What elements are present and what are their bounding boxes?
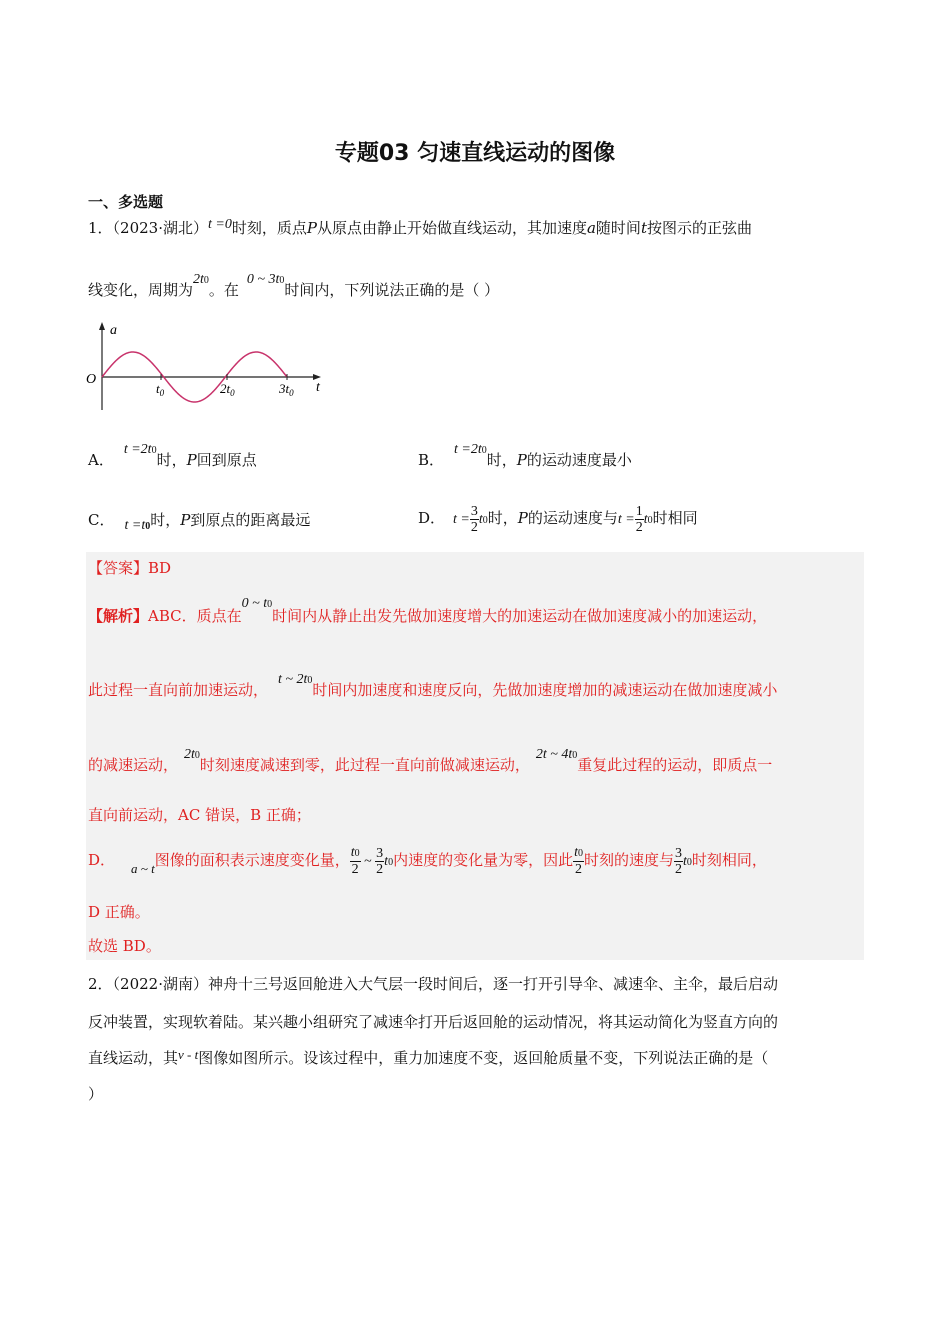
math-sub: 0: [151, 445, 157, 456]
frac-num: [350, 845, 361, 862]
frac-den: 2: [674, 861, 682, 877]
option-b[interactable]: [418, 442, 632, 473]
q1-period: [193, 272, 209, 287]
q1-number: 1．: [88, 219, 113, 237]
analysis-text: 时刻相同，: [691, 851, 767, 869]
frac-den: 2: [635, 519, 643, 535]
option-text: 时，: [150, 511, 181, 529]
frac-num: 3: [674, 845, 682, 861]
analysis-text: 时间内加速度和速度反向，先做加速度增加的减速运动在做加速度减小: [312, 681, 778, 699]
frac-num: 3: [376, 845, 384, 861]
math-text: t =2t: [454, 442, 482, 457]
math-sub: 0: [482, 515, 488, 526]
analysis-text: 时刻的速度与: [583, 851, 674, 869]
option-text: 的运动速度与: [527, 509, 618, 527]
option-text: 时，: [486, 451, 517, 469]
analysis-label: 【解析】: [88, 607, 149, 625]
q1-text: 按图示的正弦曲: [646, 219, 752, 237]
q2-text: 神舟十三号返回舱进入大气层一段时间后，逐一打开引导伞、减速伞、主伞，最后启动: [208, 975, 779, 993]
math-sub: 0: [572, 750, 578, 761]
analysis-line6: D 正确。: [88, 903, 150, 921]
analysis-range-1: [242, 596, 272, 611]
math-sub: 0: [203, 275, 209, 286]
option-d-math: t =: [453, 512, 470, 527]
option-label: B．: [418, 451, 445, 469]
frac-den: 2: [470, 519, 478, 535]
origin-label: O: [86, 372, 97, 387]
analysis-range-3: [536, 747, 577, 762]
option-d-math2: t =: [617, 512, 635, 527]
tick-text: 2t: [220, 381, 231, 396]
tick-label-2t0: [220, 381, 235, 398]
tick-text: 3t: [279, 381, 290, 396]
fraction-3-2b: [375, 846, 384, 877]
tick-sub: 0: [159, 388, 165, 398]
q1-math-t0: t =0: [208, 217, 232, 232]
tick-text: t: [156, 381, 160, 396]
page-title: 专题03 匀速直线运动的图像: [334, 141, 616, 166]
q1-text: 线变化，周期为: [88, 281, 194, 299]
q2-line3: [88, 1048, 768, 1069]
answer-line: [88, 558, 171, 578]
q1-var-p: P: [306, 219, 317, 237]
tick-sub: 0: [230, 388, 235, 398]
q1-range: [247, 272, 284, 287]
y-axis-arrow: [99, 322, 105, 330]
answer-label: 【答案】: [88, 559, 149, 577]
math-text: 0 ~ 3t: [246, 272, 280, 287]
frac-num: [573, 845, 584, 862]
math-sub: 0: [647, 515, 653, 526]
option-text: 的运动速度最小: [526, 451, 632, 469]
analysis-line5: D． a ~ t图像的面积表示速度变化量， $\frac{t0}{2}$ ~ $\frac{3}{2}$ t0内速度的变化量为零，因此 $\frac{t0}{2}$ 时刻的速度与 $\frac{3}{2}$ t0时刻相同，: [88, 845, 767, 877]
option-label: A．: [88, 451, 114, 469]
math-sub: 0: [145, 521, 151, 532]
option-text: 回到原点: [196, 451, 257, 469]
fraction-3-2: [470, 504, 479, 535]
option-var-p: P: [180, 511, 191, 529]
math-t: t: [643, 512, 648, 527]
math-t: t: [682, 854, 687, 869]
frac-den: 2: [351, 862, 359, 877]
fraction-t0-2b: [573, 845, 584, 877]
q2-text: 直线运动，其: [88, 1049, 179, 1067]
analysis-line2: [88, 672, 778, 703]
math-sub: 0: [577, 848, 583, 859]
q2-line1: [88, 974, 778, 994]
q1-text: 从原点由静止开始做直线运动，其加速度: [316, 219, 587, 237]
q1-text: 时间内，下列说法正确的是（ ）: [284, 281, 500, 299]
math-sub: 0: [279, 275, 285, 286]
option-var-p: P: [516, 451, 527, 469]
analysis-text: 此过程一直向前加速运动，: [88, 681, 269, 699]
q2-line2: 反冲装置，实现软着陆。某兴趣小组研究了减速伞打开后返回舱的运动情况，将其运动简化为竖直方向的: [88, 1013, 779, 1031]
answer-value: BD: [148, 559, 172, 577]
math-t: t: [478, 512, 483, 527]
option-text: 时相同: [652, 509, 698, 527]
q1-var-t: t: [640, 219, 647, 237]
analysis-text: ABC．质点在: [148, 607, 242, 625]
option-c[interactable]: [88, 510, 310, 533]
analysis-text: 时间内从静止出发先做加速度增大的加速运动在做加速度减小的加速运动，: [272, 607, 768, 625]
analysis-range-2: [278, 672, 312, 687]
option-a[interactable]: [88, 442, 257, 473]
math-t: t: [574, 845, 578, 860]
sine-graph: [80, 318, 340, 418]
q1-text: 随时间: [595, 219, 641, 237]
fraction-t0-2: [350, 845, 361, 877]
option-a-math: [124, 442, 157, 457]
option-var-p: P: [517, 509, 528, 527]
option-d[interactable]: [418, 502, 698, 537]
option-text: 时，: [487, 509, 518, 527]
x-label: t: [316, 380, 320, 395]
q1-text: 时刻，质点: [231, 219, 307, 237]
option-label: C．: [88, 511, 115, 529]
analysis-line1: [88, 596, 768, 629]
analysis-text: 的减速运动，: [88, 756, 179, 774]
analysis-text: 时刻速度减速到零，此过程一直向前做减速运动，: [199, 756, 530, 774]
frac-den: 2: [575, 862, 583, 877]
q1-stem-line1: [88, 218, 752, 240]
analysis-line4: 直向前运动，AC 错误，B 正确；: [88, 806, 311, 824]
analysis-text: 重复此过程的运动，即质点一: [577, 756, 773, 774]
math-text: 0 ~ t: [241, 596, 268, 611]
analysis-text: D．: [88, 851, 116, 869]
q2-source: （2022·湖南）: [112, 975, 208, 993]
math-sub: 0: [481, 445, 487, 456]
analysis-line7: 故选 BD。: [88, 937, 161, 955]
math-text: 2t: [193, 272, 204, 287]
math-sub: 0: [354, 848, 360, 859]
math-t: t: [384, 854, 389, 869]
option-var-p: P: [186, 451, 197, 469]
frac-num: 1: [635, 503, 643, 519]
option-label: D．: [418, 509, 446, 527]
math-text: t =t: [124, 518, 146, 533]
math-sub: 0: [388, 857, 394, 868]
analysis-text: 内速度的变化量为零，因此: [393, 851, 574, 869]
fraction-1-2: [635, 504, 644, 535]
math-sub: 0: [267, 599, 273, 610]
q1-stem-line2: [88, 272, 500, 303]
q2-line4: ）: [88, 1085, 104, 1103]
math-text: 2t: [184, 747, 195, 762]
analysis-text: 图像的面积表示速度变化量，: [154, 851, 350, 869]
math-text: t =2t: [123, 442, 152, 457]
q1-text: 。在: [208, 281, 239, 299]
tick-label-t0: [156, 381, 165, 398]
q2-math-v-t: v - t: [178, 1047, 199, 1062]
q2-number: 2．: [88, 975, 113, 993]
frac-den: 2: [376, 861, 384, 877]
q1-var-a: a: [586, 219, 596, 237]
math-t: t: [350, 845, 355, 860]
analysis-math-a-t: a ~ t: [131, 861, 155, 876]
analysis-math-2t0: [184, 747, 200, 762]
q1-source: （2023·湖北）: [112, 219, 208, 237]
y-label: a: [110, 323, 117, 338]
math-text: 2t ~ 4t: [535, 747, 573, 762]
option-b-math: [454, 442, 487, 457]
fraction-3-2c: [674, 846, 683, 877]
section-heading: 一、多选题: [88, 193, 164, 211]
math-sub: 0: [307, 675, 313, 686]
tick-sub: 0: [289, 388, 294, 398]
q2-text: 图像如图所示。设该过程中，重力加速度不变，返回舱质量不变，下列说法正确的是（: [198, 1049, 769, 1067]
option-c-math: [124, 518, 150, 533]
math-sub: 0: [686, 857, 692, 868]
tick-label-3t0: [278, 381, 294, 398]
option-text: 时，: [156, 451, 187, 469]
math-sub: 0: [194, 750, 200, 761]
math-text: t ~ 2t: [278, 672, 308, 687]
option-text: 到原点的距离最远: [190, 511, 311, 529]
analysis-line3: [88, 747, 773, 778]
frac-num: 3: [470, 503, 478, 519]
